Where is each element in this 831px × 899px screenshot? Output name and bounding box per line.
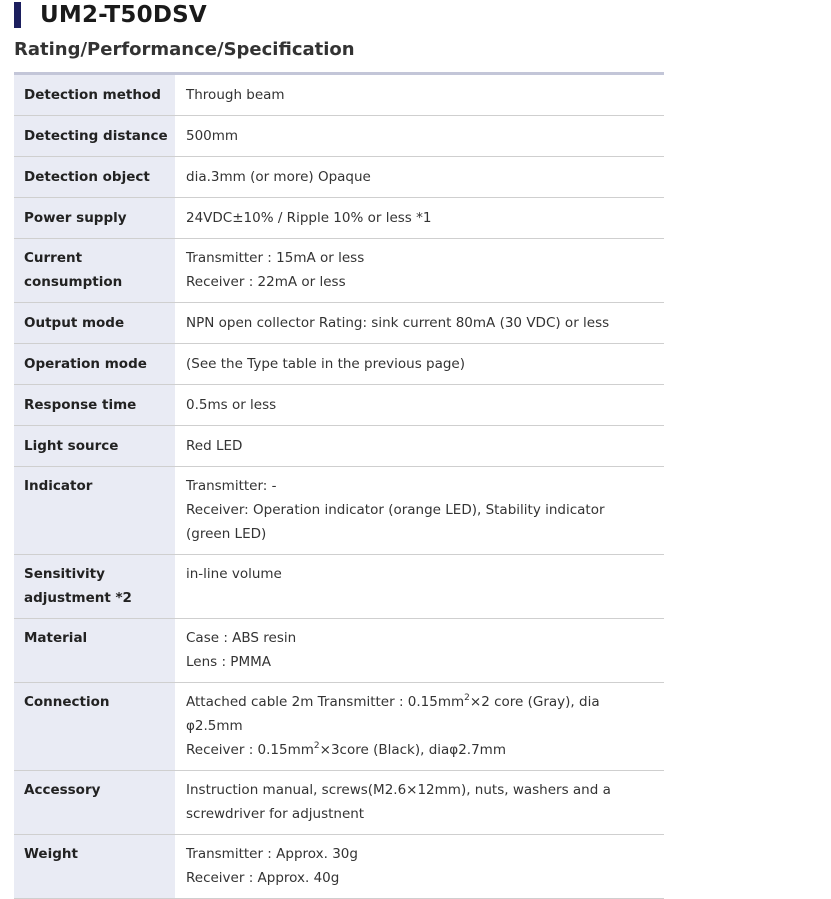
spec-row-response-time xyxy=(14,385,664,426)
spec-row-weight xyxy=(14,835,664,899)
title-accent-bar xyxy=(14,2,21,28)
spec-value: in-line volume xyxy=(175,555,664,619)
spec-row-indicator xyxy=(14,467,664,555)
spec-label: Response time xyxy=(14,385,175,426)
spec-row-current-consumption xyxy=(14,239,664,303)
spec-label: Current consumption xyxy=(14,239,175,303)
spec-row-power-supply xyxy=(14,198,664,239)
spec-label: Light source xyxy=(14,426,175,467)
spec-label: Detection object xyxy=(14,157,175,198)
spec-value: Case : ABS resin Lens : PMMA xyxy=(175,619,664,683)
spec-label: Weight xyxy=(14,835,175,899)
spec-value: 0.5ms or less xyxy=(175,385,664,426)
spec-label: Detecting distance xyxy=(14,116,175,157)
spec-value: Red LED xyxy=(175,426,664,467)
spec-row-connection xyxy=(14,683,664,771)
spec-value: 500mm xyxy=(175,116,664,157)
spec-label: Material xyxy=(14,619,175,683)
spec-value: 24VDC±10% / Ripple 10% or less *1 xyxy=(175,198,664,239)
spec-label: Detection method xyxy=(14,75,175,116)
spec-row-operation-mode xyxy=(14,344,664,385)
spec-value: NPN open collector Rating: sink current 80mA (30 VDC) or less xyxy=(175,303,664,344)
spec-label: Connection xyxy=(14,683,175,771)
connection-transmitter: Attached cable 2m Transmitter : $0.15mm^2\times 2$ core (Gray), dia φ2.5mm xyxy=(186,693,600,734)
spec-label: Power supply xyxy=(14,198,175,239)
spec-label: Operation mode xyxy=(14,344,175,385)
connection-receiver: Receiver : $0.15mm^2\times 3core$ (Black), diaφ2.7mm xyxy=(186,741,506,758)
spec-row-detecting-distance xyxy=(14,116,664,157)
spec-value: Transmitter : 15mA or less Receiver : 22mA or less xyxy=(175,239,664,303)
spec-row-light-source xyxy=(14,426,664,467)
spec-label: Indicator xyxy=(14,467,175,555)
spec-value: Transmitter: - Receiver: Operation indicator (orange LED), Stability indicator (green LED) xyxy=(175,467,664,555)
spec-value: dia.3mm (or more) Opaque xyxy=(175,157,664,198)
spec-value: Transmitter : Approx. 30g Receiver : Approx. 40g xyxy=(175,835,664,899)
spec-row-detection-object xyxy=(14,157,664,198)
spec-row-output-mode xyxy=(14,303,664,344)
section-title: Rating/Performance/Specification xyxy=(14,39,355,60)
spec-row-accessory xyxy=(14,771,664,835)
spec-label: Accessory xyxy=(14,771,175,835)
spec-label: Output mode xyxy=(14,303,175,344)
spec-row-sensitivity-adjustment xyxy=(14,555,664,619)
spec-value: Instruction manual, screws(M2.6×12mm), nuts, washers and a screwdriver for adjustnent xyxy=(175,771,664,835)
spec-row-detection-method xyxy=(14,75,664,116)
spec-value xyxy=(175,683,664,771)
spec-label: Sensitivity adjustment *2 xyxy=(14,555,175,619)
spec-value: Through beam xyxy=(175,75,664,116)
spec-row-material xyxy=(14,619,664,683)
spec-value: (See the Type table in the previous page) xyxy=(175,344,664,385)
spec-table xyxy=(14,75,664,899)
product-title xyxy=(14,2,207,28)
product-title-text: UM2-T50DSV xyxy=(40,2,207,28)
